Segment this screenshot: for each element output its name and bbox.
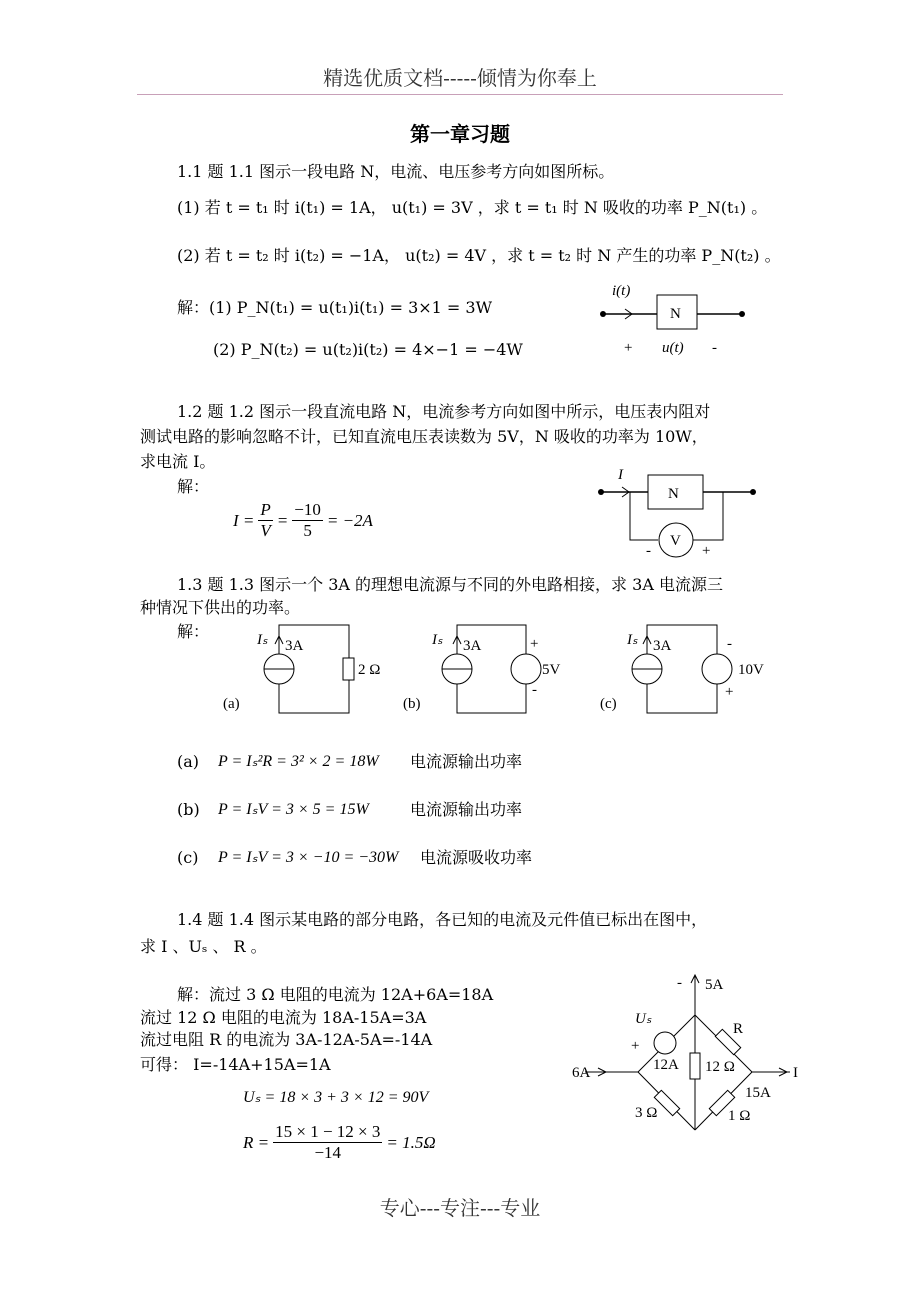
answer-c-tag: (c) bbox=[177, 848, 199, 867]
problem-1-4-r-equation bbox=[243, 1122, 436, 1163]
header-divider bbox=[137, 94, 783, 95]
eq-lhs: R = bbox=[243, 1132, 270, 1152]
label-3-ohm: 3 Ω bbox=[635, 1105, 658, 1121]
problem-1-1-answer2: (2) P_N(t₂) = u(t₂)i(t₂) = 4×−1 = −4W bbox=[213, 340, 523, 359]
problem-1-4-step1: 解：流过 3 Ω 电阻的电流为 12A+6A=18A bbox=[177, 985, 494, 1004]
label-box: N bbox=[668, 486, 679, 502]
problem-1-4-us-equation: Uₛ = 18 × 3 + 3 × 12 = 90V bbox=[243, 1089, 429, 1106]
problem-1-2-equation bbox=[233, 500, 373, 541]
label-minus: - bbox=[712, 340, 717, 356]
circuit-figure-1-3c bbox=[597, 622, 777, 717]
circuit-figure-1-1 bbox=[600, 280, 750, 360]
answer-c-note: 电流源吸收功率 bbox=[420, 848, 533, 867]
circuit-figure-1-2 bbox=[598, 465, 758, 560]
problem-1-1-q2: (2) 若 t = t₂ 时 i(t₂) = −1A， u(t₂) = 4V ，求 t = t₂ 时 N 产生的功率 P_N(t₂) 。 bbox=[177, 246, 781, 265]
label-current: I bbox=[618, 467, 623, 483]
label-source: 3A bbox=[653, 638, 672, 654]
eq-num: P bbox=[260, 500, 271, 519]
label-voltmeter: V bbox=[670, 533, 681, 549]
eq-den: 5 bbox=[303, 521, 312, 540]
label-15a: 15A bbox=[745, 1085, 771, 1101]
label-box: N bbox=[670, 306, 681, 322]
label-minus: - bbox=[677, 975, 682, 991]
label-bottom: + bbox=[725, 684, 734, 700]
label-a: (a) bbox=[223, 696, 240, 712]
problem-1-3-solution: 解： bbox=[177, 622, 210, 641]
label-top: + bbox=[530, 636, 539, 652]
answer-b-tag: (b) bbox=[177, 800, 200, 819]
chapter-title: 第一章习题 bbox=[410, 122, 510, 146]
problem-1-1-answer1: 解：(1) P_N(t₁) = u(t₁)i(t₁) = 3×1 = 3W bbox=[177, 298, 493, 317]
label-6a: 6A bbox=[572, 1065, 591, 1081]
label-voltage: u(t) bbox=[662, 340, 684, 356]
problem-1-2-line1: 1.2 题 1.2 图示一段直流电路 N，电流参考方向如图中所示，电压表内阻对 bbox=[177, 402, 711, 421]
answer-b-note: 电流源输出功率 bbox=[410, 800, 523, 819]
problem-1-4-step4: 可得： I=-14A+15A=1A bbox=[140, 1055, 331, 1074]
label-5a: 5A bbox=[705, 977, 724, 993]
label-current: i(t) bbox=[612, 283, 631, 299]
label-12-ohm: 12 Ω bbox=[705, 1059, 735, 1075]
eq-num: 15 × 1 − 12 × 3 bbox=[275, 1122, 381, 1141]
eq-den: −14 bbox=[314, 1143, 342, 1162]
circuit-figure-1-4 bbox=[565, 965, 805, 1140]
answer-c-equation: P = IₛV = 3 × −10 = −30W bbox=[218, 849, 399, 866]
eq-rhs: = 1.5Ω bbox=[386, 1132, 436, 1152]
eq-rhs: = −2A bbox=[326, 510, 373, 530]
circuit-figure-1-3a bbox=[215, 622, 381, 717]
problem-1-4-step2: 流过 12 Ω 电阻的电流为 18A-15A=3A bbox=[140, 1008, 427, 1027]
label-r: R bbox=[733, 1021, 744, 1037]
label-12a: 12A bbox=[653, 1057, 679, 1073]
problem-1-3-line1: 1.3 题 1.3 图示一个 3A 的理想电流源与不同的外电路相接，求 3A 电流源三 bbox=[177, 575, 723, 594]
label-source: 3A bbox=[463, 638, 482, 654]
answer-a-equation: P = Iₛ²R = 3² × 2 = 18W bbox=[218, 753, 379, 770]
answer-a-note: 电流源输出功率 bbox=[410, 752, 523, 771]
label-us: Uₛ bbox=[635, 1011, 652, 1027]
eq-equals: = bbox=[276, 510, 289, 530]
problem-1-2-line2: 测试电路的影响忽略不计，已知直流电压表读数为 5V，N 吸收的功率为 10W， bbox=[140, 427, 708, 446]
label-plus: + bbox=[624, 340, 633, 356]
page-footer: 专心---专注---专业 bbox=[379, 1196, 541, 1220]
label-source: 3A bbox=[285, 638, 304, 654]
label-i: I bbox=[793, 1065, 798, 1081]
page-header: 精选优质文档-----倾情为你奉上 bbox=[323, 66, 597, 90]
label-b: (b) bbox=[403, 696, 421, 712]
label-plus: + bbox=[702, 543, 711, 559]
label-minus: - bbox=[646, 543, 651, 559]
eq-num: −10 bbox=[294, 500, 321, 519]
problem-1-2-solution: 解： bbox=[177, 477, 210, 496]
problem-1-1-q1: (1) 若 t = t₁ 时 i(t₁) = 1A， u(t₁) = 3V ，求 t = t₁ 时 N 吸收的功率 P_N(t₁) 。 bbox=[177, 198, 768, 217]
label-1-ohm: 1 Ω bbox=[728, 1108, 751, 1124]
answer-a-tag: (a) bbox=[177, 752, 200, 771]
problem-1-2-line3: 求电流 I。 bbox=[140, 452, 216, 471]
label-is: Iₛ bbox=[627, 632, 638, 648]
label-plus: + bbox=[631, 1038, 640, 1054]
label-bottom: - bbox=[532, 682, 537, 698]
label-voltage: 10V bbox=[738, 662, 764, 678]
eq-den: V bbox=[260, 521, 271, 540]
problem-1-1-statement: 1.1 题 1.1 图示一段电路 N，电流、电压参考方向如图所标。 bbox=[177, 162, 615, 181]
answer-b-equation: P = IₛV = 3 × 5 = 15W bbox=[218, 801, 369, 818]
problem-1-4-line1: 1.4 题 1.4 图示某电路的部分电路，各已知的电流及元件值已标出在图中， bbox=[177, 910, 708, 929]
label-is: Iₛ bbox=[257, 632, 268, 648]
problem-1-4-line2: 求 I 、Uₛ 、 R 。 bbox=[140, 937, 267, 956]
problem-1-3-line2: 种情况下供出的功率。 bbox=[140, 598, 301, 617]
label-voltage: 5V bbox=[542, 662, 561, 678]
label-top: - bbox=[727, 636, 732, 652]
problem-1-4-step3: 流过电阻 R 的电流为 3A-12A-5A=-14A bbox=[140, 1030, 433, 1049]
label-c: (c) bbox=[600, 696, 617, 712]
circuit-figure-1-3b bbox=[400, 622, 570, 717]
eq-lhs: I = bbox=[233, 510, 255, 530]
label-is: Iₛ bbox=[432, 632, 443, 648]
label-resistor: 2 Ω bbox=[358, 662, 381, 678]
